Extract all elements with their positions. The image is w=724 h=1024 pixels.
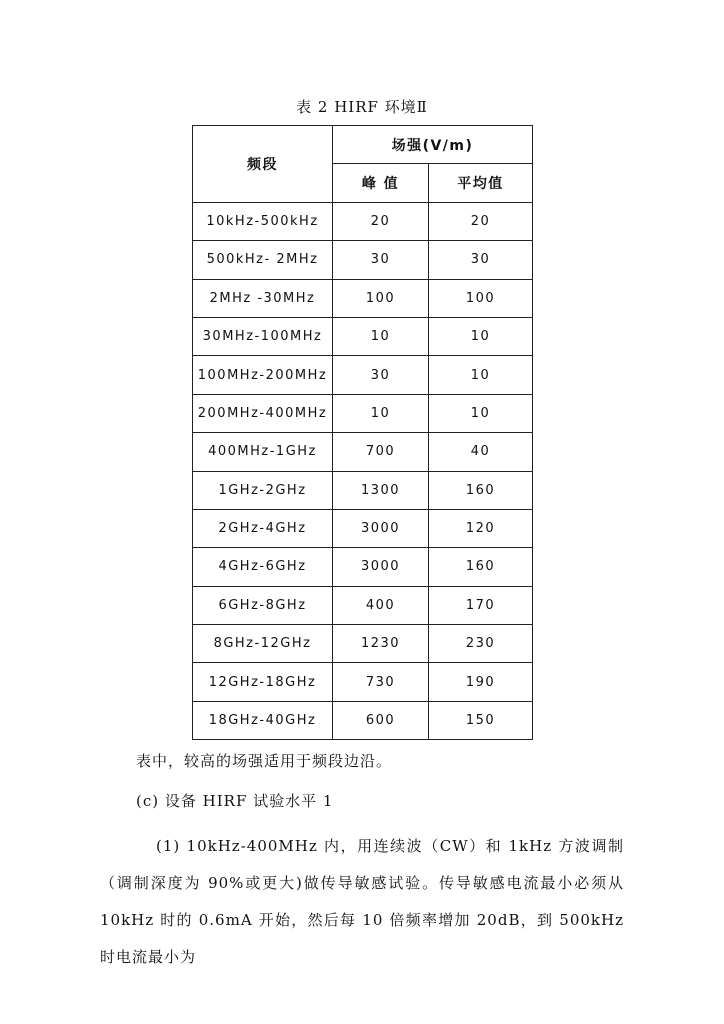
cell-band: 8GHz-12GHz [193, 625, 333, 663]
body-paragraph: (1) 10kHz-400MHz 内，用连续波（CW）和 1kHz 方波调制（调制深度为 90%或更大)做传导敏感试验。传导敏感电流最小必须从 10kHz 时的 0.6mA 开始，然后每 10 倍频率增加 20dB，到 500kHz 时电流最小为 [100, 837, 624, 966]
cell-peak: 600 [333, 701, 429, 739]
cell-band: 4GHz-6GHz [193, 548, 333, 586]
cell-band: 500kHz- 2MHz [193, 241, 333, 279]
cell-band: 12GHz-18GHz [193, 663, 333, 701]
table-row [193, 433, 533, 471]
cell-peak: 730 [333, 663, 429, 701]
table-row [193, 471, 533, 509]
table-row [193, 701, 533, 739]
cell-band: 100MHz-200MHz [193, 356, 333, 394]
cell-peak: 10 [333, 394, 429, 432]
section-heading: (c) 设备 HIRF 试验水平 1 [136, 792, 334, 810]
cell-peak: 30 [333, 241, 429, 279]
table-row [193, 509, 533, 547]
header-band: 频段 [193, 126, 333, 203]
header-peak: 峰 值 [333, 164, 429, 202]
cell-avg: 150 [429, 701, 533, 739]
table-row [193, 548, 533, 586]
table-body [193, 202, 533, 739]
cell-peak: 10 [333, 317, 429, 355]
cell-peak: 1230 [333, 625, 429, 663]
cell-band: 2MHz -30MHz [193, 279, 333, 317]
table-caption: 表 2 HIRF 环境Ⅱ [296, 98, 428, 116]
table-row [193, 394, 533, 432]
cell-avg: 10 [429, 317, 533, 355]
cell-peak: 20 [333, 202, 429, 240]
cell-band: 400MHz-1GHz [193, 433, 333, 471]
cell-peak: 400 [333, 586, 429, 624]
cell-peak: 700 [333, 433, 429, 471]
table-row [193, 586, 533, 624]
table-row [193, 241, 533, 279]
table-row [193, 356, 533, 394]
cell-peak: 30 [333, 356, 429, 394]
table-row [193, 202, 533, 240]
cell-band: 10kHz-500kHz [193, 202, 333, 240]
cell-avg: 230 [429, 625, 533, 663]
cell-band: 200MHz-400MHz [193, 394, 333, 432]
cell-avg: 160 [429, 548, 533, 586]
cell-avg: 20 [429, 202, 533, 240]
header-average: 平均值 [429, 164, 533, 202]
cell-avg: 120 [429, 509, 533, 547]
cell-avg: 40 [429, 433, 533, 471]
cell-avg: 190 [429, 663, 533, 701]
cell-band: 18GHz-40GHz [193, 701, 333, 739]
cell-peak: 100 [333, 279, 429, 317]
table-row [193, 625, 533, 663]
table-row [193, 317, 533, 355]
cell-avg: 30 [429, 241, 533, 279]
header-field-strength: 场强(V/m) [333, 126, 533, 164]
cell-avg: 100 [429, 279, 533, 317]
cell-avg: 170 [429, 586, 533, 624]
cell-peak: 3000 [333, 509, 429, 547]
table-row [193, 279, 533, 317]
cell-avg: 10 [429, 356, 533, 394]
cell-avg: 10 [429, 394, 533, 432]
hirf-table [192, 125, 533, 740]
cell-peak: 3000 [333, 548, 429, 586]
cell-band: 30MHz-100MHz [193, 317, 333, 355]
cell-peak: 1300 [333, 471, 429, 509]
table-note: 表中，较高的场强适用于频段边沿。 [136, 752, 393, 770]
cell-band: 2GHz-4GHz [193, 509, 333, 547]
cell-avg: 160 [429, 471, 533, 509]
cell-band: 1GHz-2GHz [193, 471, 333, 509]
cell-band: 6GHz-8GHz [193, 586, 333, 624]
table-row [193, 663, 533, 701]
